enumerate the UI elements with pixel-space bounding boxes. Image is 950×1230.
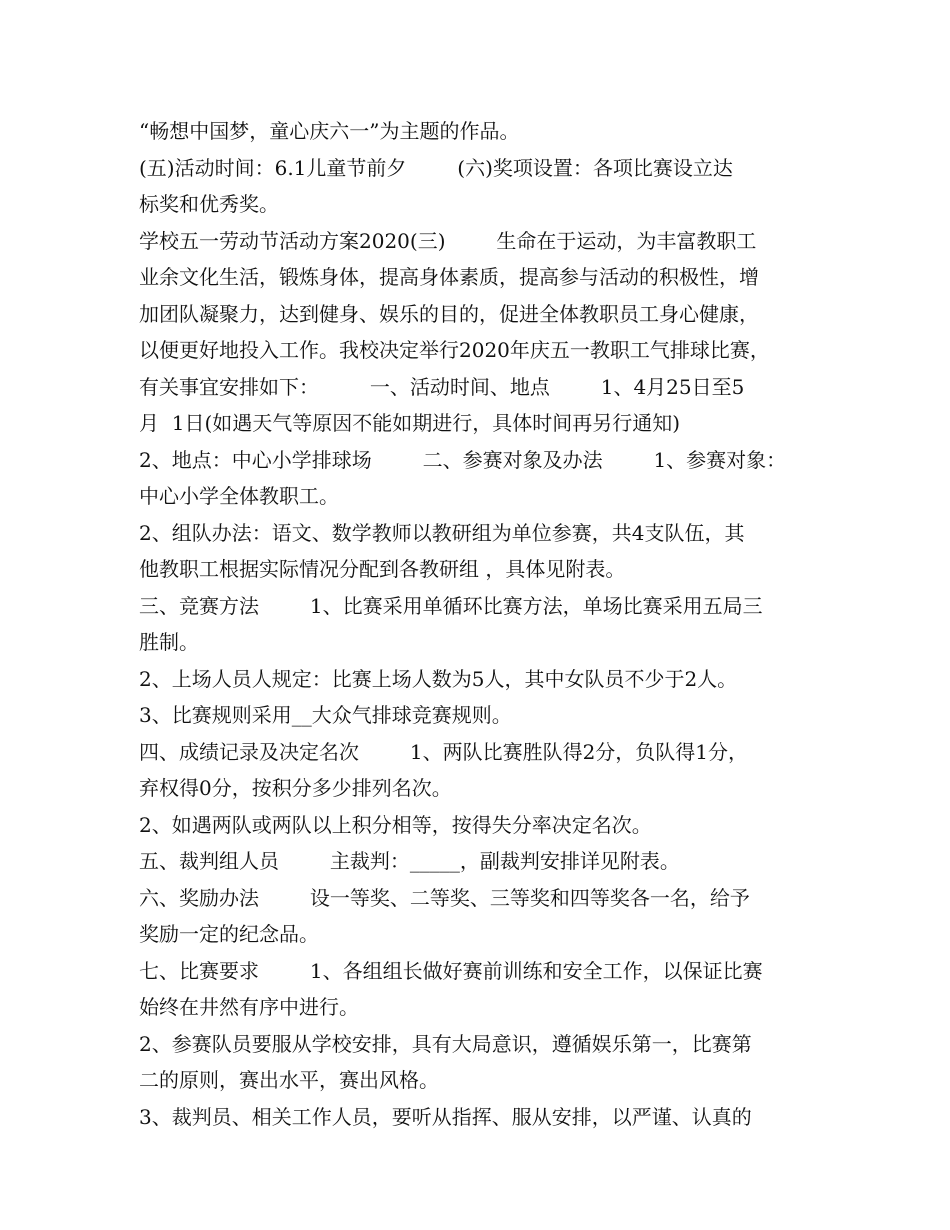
text-line: 学校五一劳动节活动方案2020(三) 生命在于运动，为丰富教职工 xyxy=(139,228,757,253)
text-line: 胜制。 xyxy=(139,630,199,654)
text-line: 3、比赛规则采用__大众气排球竞赛规则。 xyxy=(139,703,512,727)
text-line: 三、竞赛方法 1、比赛采用单循环比赛方法，单场比赛采用五局三 xyxy=(139,593,763,618)
text-line: 他教职工根据实际情况分配到各教研组 ，具体见附表。 xyxy=(139,557,626,581)
text-line: 3、裁判员、相关工作人员，要听从指挥、服从安排，以严谨、认真的 xyxy=(139,1104,752,1129)
text-line: 有关事宜安排如下： 一、活动时间、地点 1、4月25日至5 xyxy=(139,374,745,399)
text-line: 始终在井然有序中进行。 xyxy=(139,995,359,1019)
text-line: 五、裁判组人员 主裁判：_____，副裁判安排详见附表。 xyxy=(139,849,680,873)
text-line: “畅想中国梦，童心庆六一”为主题的作品。 xyxy=(139,119,520,143)
text-line: 2、如遇两队或两队以上积分相等，按得失分率决定名次。 xyxy=(139,812,652,837)
text-line: 奖励一定的纪念品。 xyxy=(139,922,319,946)
text-line: (五)活动时间：6.1儿童节前夕 (六)奖项设置：各项比赛设立达 xyxy=(139,155,733,180)
text-line: 七、比赛要求 1、各组组长做好赛前训练和安全工作，以保证比赛 xyxy=(139,958,763,983)
text-line: 2、组队办法：语文、数学教师以教研组为单位参赛，共4支队伍，其 xyxy=(139,520,745,545)
document-body xyxy=(139,113,819,1135)
text-line: 六、奖励办法 设一等奖、二等奖、三等奖和四等奖各一名，给予 xyxy=(139,885,750,910)
text-line: 二的原则，赛出水平，赛出风格。 xyxy=(139,1068,439,1092)
text-line: 四、成绩记录及决定名次 1、两队比赛胜队得2分，负队得1分， xyxy=(139,739,749,764)
text-line: 弃权得0分，按积分多少排列名次。 xyxy=(139,776,452,800)
text-line: 加团队凝聚力，达到健身、娱乐的目的，促进全体教职员工身心健康， xyxy=(139,301,759,326)
text-line: 业余文化生活，锻炼身体，提高身体素质，提高参与活动的积极性，增 xyxy=(139,265,759,289)
text-line: 2、上场人员人规定：比赛上场人数为5人，其中女队员不少于2人。 xyxy=(139,666,738,691)
text-line: 以便更好地投入工作。我校决定举行2020年庆五一教职工气排球比赛， xyxy=(139,338,770,362)
text-line: 中心小学全体教职工。 xyxy=(139,484,339,508)
text-line: 标奖和优秀奖。 xyxy=(139,192,279,216)
text-line: 月 1日(如遇天气等原因不能如期进行，具体时间再另行通知) xyxy=(139,411,681,435)
text-line: 2、地点：中心小学排球场 二、参赛对象及办法 1、参赛对象： xyxy=(139,447,787,472)
text-line: 2、参赛队员要服从学校安排，具有大局意识，遵循娱乐第一，比赛第 xyxy=(139,1031,752,1056)
